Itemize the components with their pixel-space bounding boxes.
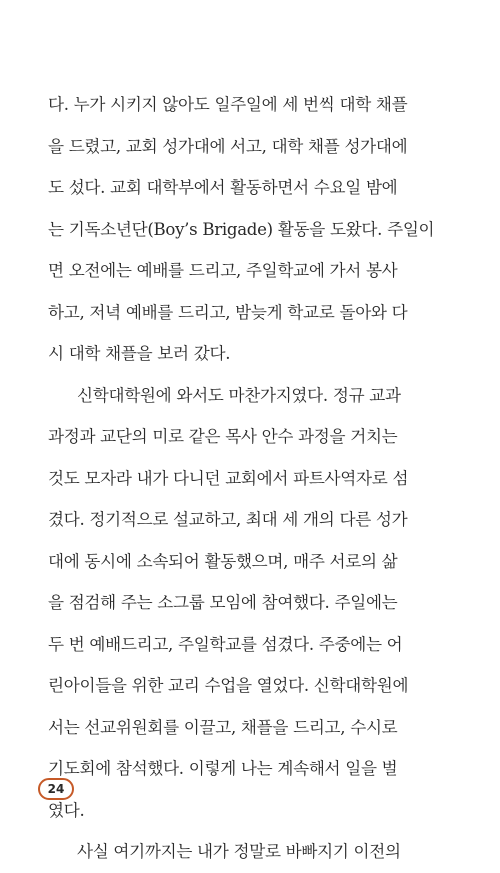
text-line: 과정과 교단의 미로 같은 목사 안수 과정을 거치는	[48, 427, 398, 446]
text-line: 린아이들을 위한 교리 수업을 열었다. 신학대학원에	[48, 676, 409, 695]
text-line: 였다.	[48, 800, 85, 820]
text-line: 도 섰다. 교회 대학부에서 활동하면서 수요일 밤에	[48, 178, 398, 197]
text-line: 을 점검해 주는 소그룹 모임에 참여했다. 주일에는	[48, 593, 398, 612]
text-line: 대에 동시에 소속되어 활동했으며, 매주 서로의 삶	[48, 551, 398, 571]
text-line: 면 오전에는 예배를 드리고, 주일학교에 가서 봉사	[48, 261, 398, 280]
paragraph-first-line: 신학대학원에 와서도 마찬가지였다. 정규 교과	[77, 385, 401, 405]
text-line: 겼다. 정기적으로 설교하고, 최대 세 개의 다른 성가	[48, 510, 408, 529]
text-line: 하고, 저녁 예배를 드리고, 밤늦게 학교로 돌아와 다	[48, 302, 408, 322]
text-line: 다. 누가 시키지 않아도 일주일에 세 번씩 대학 채플	[48, 95, 408, 114]
text-line: 시 대학 채플을 보러 갔다.	[48, 344, 231, 363]
body-text	[48, 84, 458, 873]
text-line: 기도회에 참석했다. 이렇게 나는 계속해서 일을 벌	[48, 759, 398, 778]
text-line: 을 드렸고, 교회 성가대에 서고, 대학 채플 성가대에	[48, 136, 408, 156]
paragraph-first-line: 사실 여기까지는 내가 정말로 바빠지기 이전의	[77, 842, 401, 861]
text-line: 는 기독소년단(Boy’s Brigade) 활동을 도왔다. 주일이	[48, 219, 435, 239]
text-line: 서는 선교위원회를 이끌고, 채플을 드리고, 수시로	[48, 717, 398, 737]
page-number-badge: 24	[38, 778, 74, 800]
text-line: 것도 모자라 내가 다니던 교회에서 파트사역자로 섬	[48, 468, 409, 488]
text-line: 두 번 예배드리고, 주일학교를 섬겼다. 주중에는 어	[48, 634, 403, 654]
